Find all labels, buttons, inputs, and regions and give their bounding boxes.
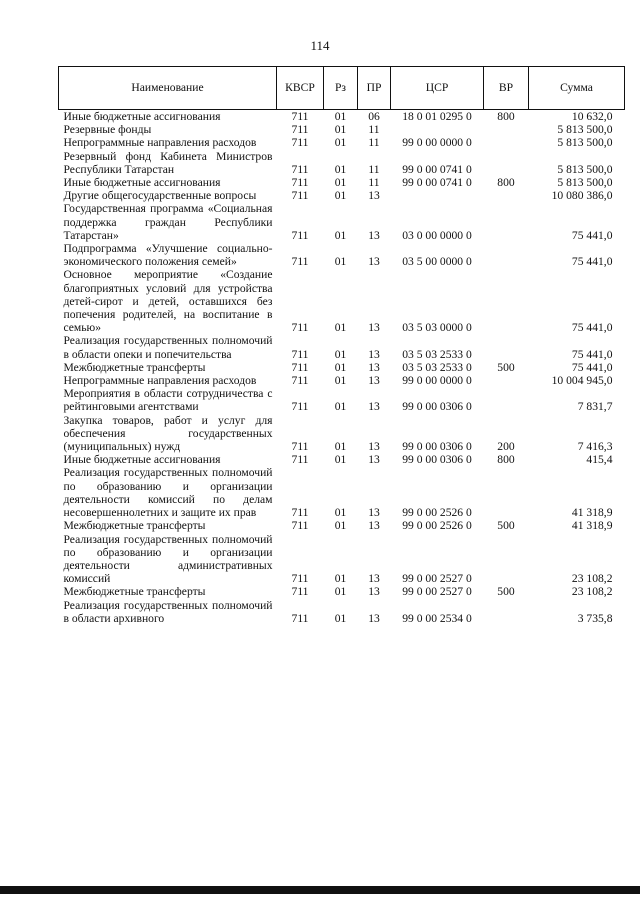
cell-rz: 01: [334, 374, 347, 388]
table-row: [59, 242, 625, 268]
cell-name: Иные бюджетные ассигнования: [59, 110, 277, 124]
cell-name: Реализация государственных полномочий в области опеки и попечительства: [63, 334, 273, 361]
cell-sum: 415,4: [586, 453, 613, 467]
cell-kvsr: 711: [291, 360, 309, 374]
cell-pr: 13: [368, 228, 380, 242]
cell-sum: 75 441,0: [571, 347, 613, 361]
table-row: [59, 599, 625, 625]
cell-name: Резервный фонд Кабинета Министров Республики Татарстан: [63, 149, 273, 176]
cell-pr: 13: [368, 519, 380, 533]
cell-name: Мероприятия в области сотрудничества с рейтинговыми агентствами: [63, 387, 273, 414]
cell-vr: 800: [484, 110, 529, 124]
cell-name: Другие общегосударственные вопросы: [63, 189, 257, 203]
cell-pr: 13: [368, 321, 380, 335]
cell-pr: 11: [368, 123, 380, 137]
cell-csr: 18 0 01 0295 0: [391, 110, 484, 124]
cell-rz: 01: [334, 506, 347, 520]
cell-rz: 01: [334, 162, 347, 176]
cell-csr: [391, 123, 484, 136]
cell-csr: 99 0 00 0741 0: [402, 176, 472, 190]
cell-rz: 01: [334, 611, 347, 625]
cell-name: Реализация государственных полномочий по образованию и организации деятельности комиссий по делам несовершеннолетних и защите их прав: [63, 466, 273, 520]
cell-kvsr: 711: [291, 228, 309, 242]
table-row: [59, 123, 625, 136]
cell-sum: 7 416,3: [577, 440, 613, 454]
cell-csr: 03 0 00 0000 0: [402, 228, 472, 242]
cell-pr: 13: [368, 374, 380, 388]
cell-name: Межбюджетные трансферты: [63, 585, 206, 599]
cell-sum: 7 831,7: [577, 400, 613, 414]
table-row: [59, 110, 625, 124]
table-row: [59, 176, 625, 189]
cell-pr: 11: [368, 176, 380, 190]
cell-sum: 75 441,0: [571, 321, 613, 335]
table-body: [59, 110, 625, 625]
cell-vr: [484, 136, 529, 149]
cell-pr: 13: [368, 572, 380, 586]
cell-csr: 99 0 00 2526 0: [402, 506, 472, 520]
cell-kvsr: 711: [291, 440, 309, 454]
cell-sum: 5 813 500,0: [557, 123, 613, 137]
cell-rz: 01: [334, 453, 347, 467]
cell-rz: 01: [334, 440, 347, 454]
table-row: [59, 453, 625, 466]
cell-pr: 06: [358, 110, 391, 124]
table-row: [59, 189, 625, 202]
cell-kvsr: 711: [291, 162, 309, 176]
cell-csr: 03 5 03 0000 0: [402, 321, 472, 335]
table-row: [59, 387, 625, 413]
header-kvsr: КВСР: [277, 67, 324, 110]
cell-csr: 99 0 00 2534 0: [402, 611, 472, 625]
cell-vr: [484, 466, 529, 519]
cell-name: Непрограммные направления расходов: [63, 136, 257, 150]
cell-vr: [484, 202, 529, 242]
cell-csr: 03 5 03 2533 0: [402, 347, 472, 361]
cell-pr: 13: [368, 611, 380, 625]
cell-rz: 01: [324, 110, 358, 124]
cell-vr: 800: [497, 453, 515, 467]
cell-kvsr: 711: [291, 572, 309, 586]
table-row: [59, 519, 625, 532]
cell-kvsr: 711: [291, 506, 309, 520]
cell-pr: 13: [368, 453, 380, 467]
cell-kvsr: 711: [291, 519, 309, 533]
cell-rz: 01: [334, 123, 347, 137]
header-rz: Рз: [324, 67, 358, 110]
cell-name: Основное мероприятие «Создание благоприятных условий для устройства детей-сирот и детей, оставшихся без попечения родителей, на воспитание в семью»: [63, 268, 273, 335]
cell-sum: 75 441,0: [571, 228, 613, 242]
cell-csr: 99 0 00 0000 0: [402, 136, 472, 150]
cell-kvsr: 711: [291, 585, 309, 599]
cell-sum: 5 813 500,0: [557, 176, 613, 190]
cell-name: Реализация государственных полномочий в области архивного: [63, 598, 273, 625]
table-row: [59, 150, 625, 176]
cell-vr: [484, 242, 529, 268]
cell-csr: 99 0 00 0000 0: [402, 374, 472, 388]
cell-sum: 75 441,0: [571, 360, 613, 374]
cell-kvsr: 711: [291, 321, 309, 335]
cell-vr: [484, 123, 529, 136]
cell-sum: 5 813 500,0: [557, 136, 613, 150]
cell-sum: 23 108,2: [571, 585, 613, 599]
cell-name: Межбюджетные трансферты: [63, 360, 206, 374]
cell-kvsr: 711: [291, 400, 309, 414]
cell-vr: 200: [497, 440, 515, 454]
cell-rz: 01: [334, 400, 347, 414]
table-row: [59, 361, 625, 374]
table-row: [59, 374, 625, 387]
cell-sum: 10 080 386,0: [551, 189, 613, 203]
cell-rz: 01: [334, 360, 347, 374]
cell-rz: 01: [334, 255, 347, 269]
cell-name: Непрограммные направления расходов: [63, 374, 257, 388]
cell-kvsr: 711: [291, 176, 309, 190]
cell-sum: 3 735,8: [577, 611, 613, 625]
table-row: [59, 585, 625, 598]
cell-pr: 13: [368, 506, 380, 520]
cell-sum: 10 004 945,0: [551, 374, 613, 388]
cell-kvsr: 711: [291, 374, 309, 388]
cell-csr: 99 0 00 0741 0: [402, 162, 472, 176]
table-row: [59, 202, 625, 242]
cell-pr: 13: [368, 255, 380, 269]
cell-vr: [484, 533, 529, 586]
cell-sum: 5 813 500,0: [557, 162, 613, 176]
cell-vr: 500: [497, 519, 515, 533]
cell-kvsr: 711: [291, 255, 309, 269]
cell-csr: 99 0 00 2526 0: [402, 519, 472, 533]
cell-sum: 23 108,2: [571, 572, 613, 586]
cell-vr: [484, 599, 529, 625]
cell-csr: 99 0 00 2527 0: [402, 572, 472, 586]
cell-name: Межбюджетные трансферты: [63, 519, 206, 533]
header-vr: ВР: [484, 67, 529, 110]
cell-kvsr: 711: [291, 136, 309, 150]
cell-pr: 13: [368, 585, 380, 599]
table-row: [59, 268, 625, 334]
cell-name: Иные бюджетные ассигнования: [63, 176, 221, 190]
cell-pr: 11: [368, 162, 380, 176]
cell-kvsr: 711: [291, 453, 309, 467]
cell-sum: 75 441,0: [571, 255, 613, 269]
cell-csr: 99 0 00 0306 0: [402, 453, 472, 467]
table-row: [59, 466, 625, 519]
cell-pr: 13: [368, 440, 380, 454]
cell-sum: 10 632,0: [529, 110, 625, 124]
cell-rz: 01: [334, 572, 347, 586]
cell-pr: 13: [368, 189, 380, 203]
cell-kvsr: 711: [291, 347, 309, 361]
cell-csr: 03 5 00 0000 0: [402, 255, 472, 269]
cell-sum: 41 318,9: [571, 506, 613, 520]
cell-rz: 01: [334, 136, 347, 150]
cell-vr: [484, 150, 529, 176]
header-name: Наименование: [59, 67, 277, 110]
cell-pr: 13: [368, 360, 380, 374]
cell-vr: 800: [497, 176, 515, 190]
cell-name: Резервные фонды: [63, 123, 152, 137]
cell-vr: 500: [497, 360, 515, 374]
cell-vr: [484, 268, 529, 334]
cell-rz: 01: [334, 189, 347, 203]
cell-pr: 13: [368, 400, 380, 414]
cell-csr: 99 0 00 2527 0: [402, 585, 472, 599]
cell-name: Иные бюджетные ассигнования: [63, 453, 221, 467]
cell-rz: 01: [334, 176, 347, 190]
cell-rz: 01: [334, 347, 347, 361]
cell-kvsr: 711: [291, 189, 309, 203]
cell-name: Государственная программа «Социальная поддержка граждан Республики Татарстан»: [63, 202, 273, 242]
cell-kvsr: 711: [291, 123, 309, 137]
table-row: [59, 334, 625, 360]
cell-pr: 11: [368, 136, 380, 150]
cell-vr: [484, 387, 529, 413]
cell-vr: [484, 334, 529, 360]
table-row: [59, 136, 625, 149]
cell-name: Закупка товаров, работ и услуг для обеспечения государственных (муниципальных) нужд: [63, 413, 273, 454]
cell-rz: 01: [334, 519, 347, 533]
table-row: [59, 414, 625, 454]
budget-table: [58, 66, 625, 625]
cell-rz: 01: [334, 585, 347, 599]
cell-vr: 500: [497, 585, 515, 599]
header-csr: ЦСР: [391, 67, 484, 110]
scan-bottom-border: [0, 886, 640, 894]
cell-csr: 99 0 00 0306 0: [402, 440, 472, 454]
cell-name: Подпрограмма «Улучшение социально-экономического положения семей»: [63, 242, 273, 269]
table-row: [59, 533, 625, 586]
cell-csr: 03 5 03 2533 0: [402, 360, 472, 374]
cell-pr: 13: [368, 347, 380, 361]
cell-kvsr: 711: [277, 110, 324, 124]
cell-vr: [484, 374, 529, 387]
table-header-row: [59, 67, 625, 110]
cell-rz: 01: [334, 228, 347, 242]
cell-csr: 99 0 00 0306 0: [402, 400, 472, 414]
cell-csr: [391, 189, 484, 202]
cell-kvsr: 711: [291, 611, 309, 625]
cell-vr: [484, 189, 529, 202]
header-sum: Сумма: [529, 67, 625, 110]
cell-rz: 01: [334, 321, 347, 335]
cell-name: Реализация государственных полномочий по образованию и организации деятельности административных комиссий: [63, 532, 273, 586]
header-pr: ПР: [358, 67, 391, 110]
cell-sum: 41 318,9: [571, 519, 613, 533]
page-number: 114: [310, 38, 330, 53]
